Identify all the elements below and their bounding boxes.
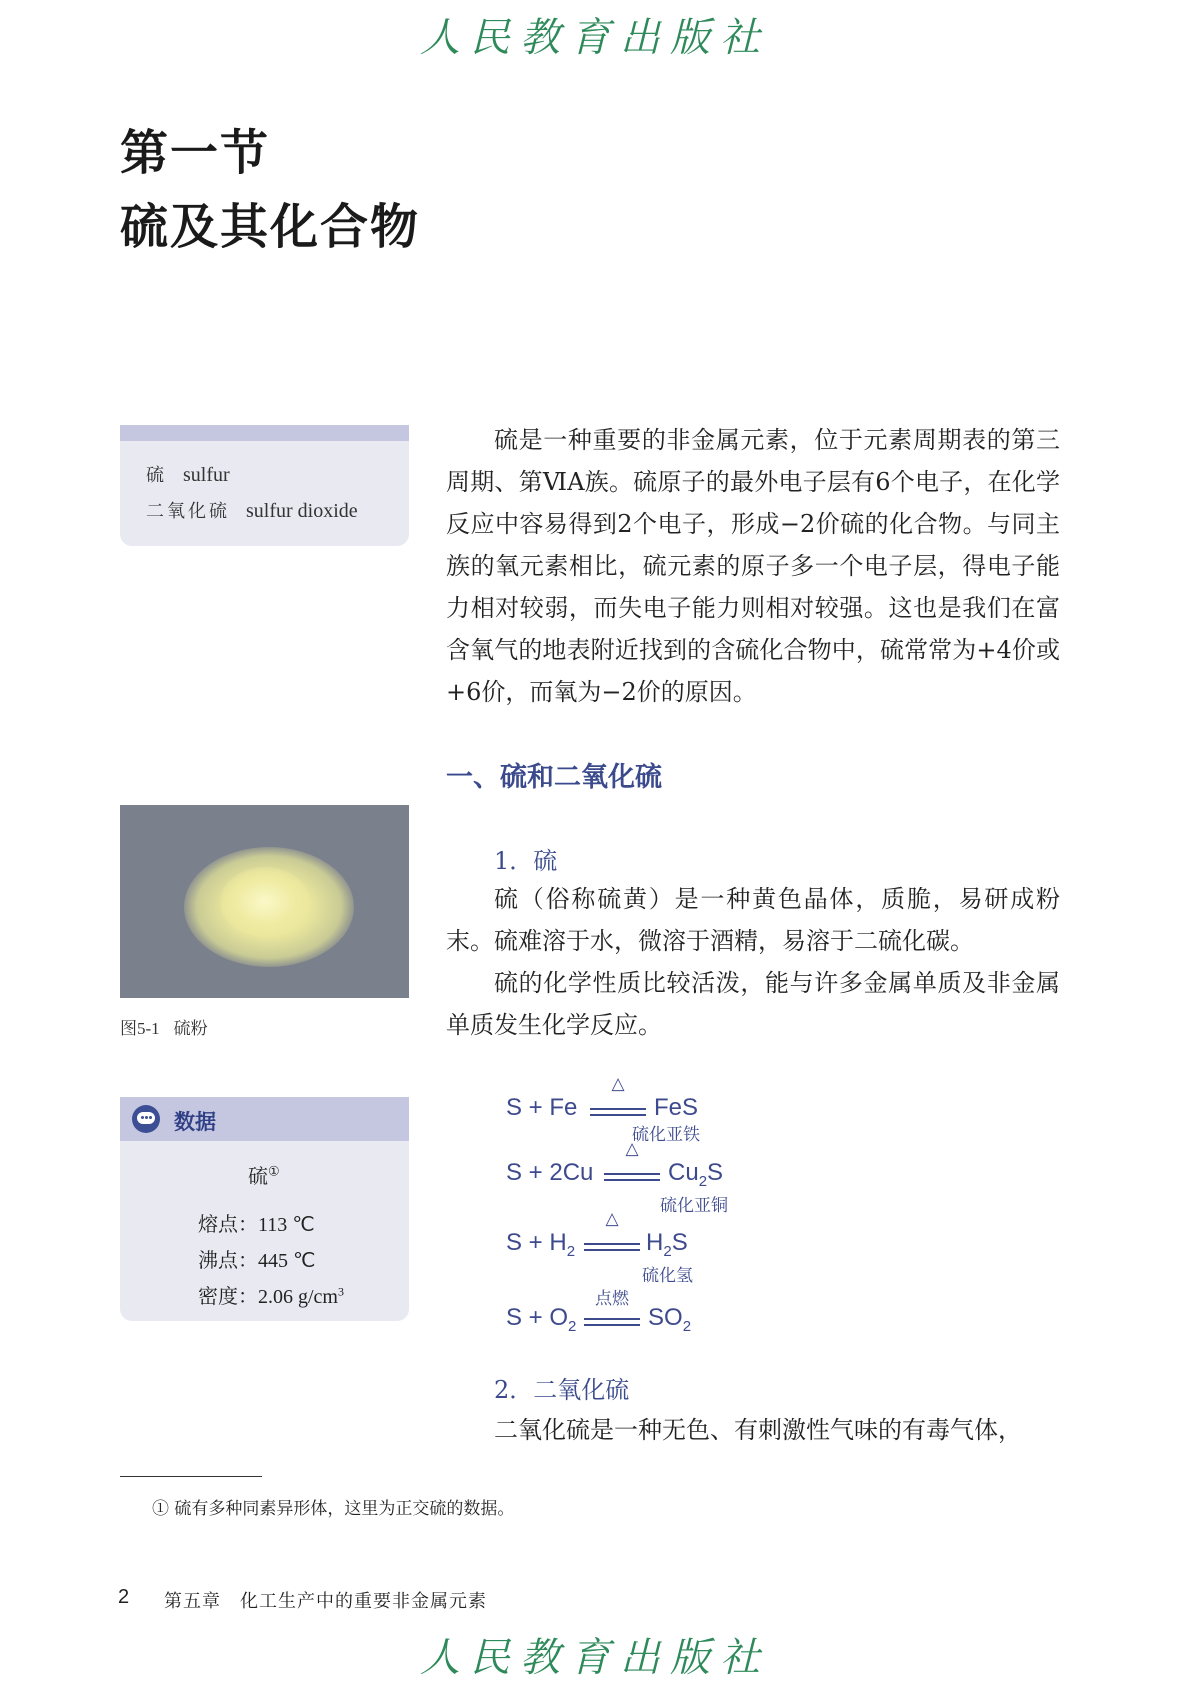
figure-number: 图5-1 <box>120 1019 160 1038</box>
heat-condition: △ <box>611 1074 625 1093</box>
page-number: 2 <box>118 1586 130 1608</box>
glossary-en: sulfur <box>183 464 230 486</box>
equation-equals <box>584 1318 640 1326</box>
ignition-condition: 点燃 <box>595 1289 629 1309</box>
equation-product: FeS <box>654 1094 699 1121</box>
intro-paragraph: 硫是一种重要的非金属元素，位于元素周期表的第三周期、第ⅥA族。硫原子的最外电子层有6个电子，在化学反应中容易得到2个电子，形成−2价硫的化合物。与同主族的氧元素相比，硫元素的原子多一个电子层，得电子能力相对较弱，而失电子能力则相对较强。这也是我们在富含氧气的地表附近找到的含硫化合物中，硫常常为+4价或+6价，而氧为−2价的原因。 <box>446 426 1060 706</box>
equation-product: $H_2S$ <box>646 1229 688 1260</box>
figure-caption <box>120 1014 208 1039</box>
glossary-entry <box>146 497 358 523</box>
footnote-divider <box>120 1476 262 1477</box>
equation-product: $Cu_2S$ <box>668 1159 724 1190</box>
equation-equals <box>584 1243 640 1251</box>
data-substance <box>248 1160 280 1189</box>
equation-equals <box>590 1108 646 1116</box>
glossary-box <box>120 425 409 546</box>
density-exponent: 3 <box>338 1284 344 1299</box>
footnote-mark: ① <box>268 1164 280 1180</box>
product-name: 硫化氢 <box>642 1266 693 1286</box>
equation-s-cu <box>506 1139 806 1216</box>
data-box <box>120 1097 409 1321</box>
heat-condition: △ <box>605 1209 619 1228</box>
sulfur-properties-paragraph: 硫（俗称硫黄）是一种黄色晶体，质脆，易研成粉末。硫难溶于水，微溶于酒精，易溶于二硫化碳。 <box>446 885 1060 955</box>
melting-point-value: 113 ℃ <box>258 1214 315 1236</box>
data-box-header <box>120 1097 409 1141</box>
equation-reactants: $S + H_2$ <box>506 1229 576 1260</box>
melting-point <box>198 1208 315 1237</box>
density-value: 2.06 g/cm <box>258 1286 338 1308</box>
heat-condition: △ <box>625 1139 639 1158</box>
density <box>198 1280 344 1309</box>
section-heading: 一、硫和二氧化硫 <box>446 762 662 793</box>
product-name: 硫化亚铁 <box>632 1125 700 1145</box>
equation-s-h2 <box>506 1209 806 1286</box>
equation-product: $SO_2$ <box>648 1304 692 1335</box>
data-box-title: 数据 <box>174 1110 216 1134</box>
sulfur-reactivity-paragraph: 硫的化学性质比较活泼，能与许多金属单质及非金属单质发生化学反应。 <box>446 969 1060 1039</box>
equation-equals <box>604 1173 660 1181</box>
equation-reactants: $S + O_2$ <box>506 1304 577 1335</box>
glossary-en: sulfur dioxide <box>246 500 358 522</box>
glossary-header-bar <box>120 425 409 441</box>
boiling-point-label: 沸点： <box>198 1248 258 1272</box>
figure-caption-text: 硫粉 <box>173 1019 208 1039</box>
boiling-point-value: 445 ℃ <box>258 1250 316 1272</box>
equation-reactants: S + Fe <box>506 1094 578 1121</box>
chapter-label: 第五章 化工生产中的重要非金属元素 <box>164 1591 487 1612</box>
publisher-logo-bottom: 人民教育出版社 <box>420 1635 770 1681</box>
data-substance-name: 硫 <box>248 1164 268 1188</box>
equation-s-o2 <box>506 1289 806 1360</box>
publisher-logo-top: 人民教育出版社 <box>420 15 770 61</box>
chat-bubble-icon <box>132 1105 160 1133</box>
sulfur-powder-photo <box>120 805 409 998</box>
subheading-sulfur-dioxide: 2．二氧化硫 <box>494 1376 630 1404</box>
footnote: ① 硫有多种同素异形体，这里为正交硫的数据。 <box>152 1499 515 1519</box>
melting-point-label: 熔点： <box>198 1212 258 1236</box>
subheading-sulfur: 1．硫 <box>494 847 558 875</box>
equation-reactants: S + 2Cu <box>506 1159 594 1186</box>
product-name: 硫化亚铜 <box>660 1196 728 1216</box>
glossary-entry <box>146 461 230 487</box>
glossary-zh: 硫 <box>146 465 167 486</box>
glossary-zh: 二氧化硫 <box>146 501 230 522</box>
section-number-title: 第一节 <box>120 125 271 181</box>
page-title: 硫及其化合物 <box>120 199 421 255</box>
density-label: 密度： <box>198 1284 258 1308</box>
boiling-point <box>198 1244 315 1273</box>
sulfur-dioxide-paragraph: 二氧化硫是一种无色、有刺激性气味的有毒气体， <box>494 1416 1022 1444</box>
